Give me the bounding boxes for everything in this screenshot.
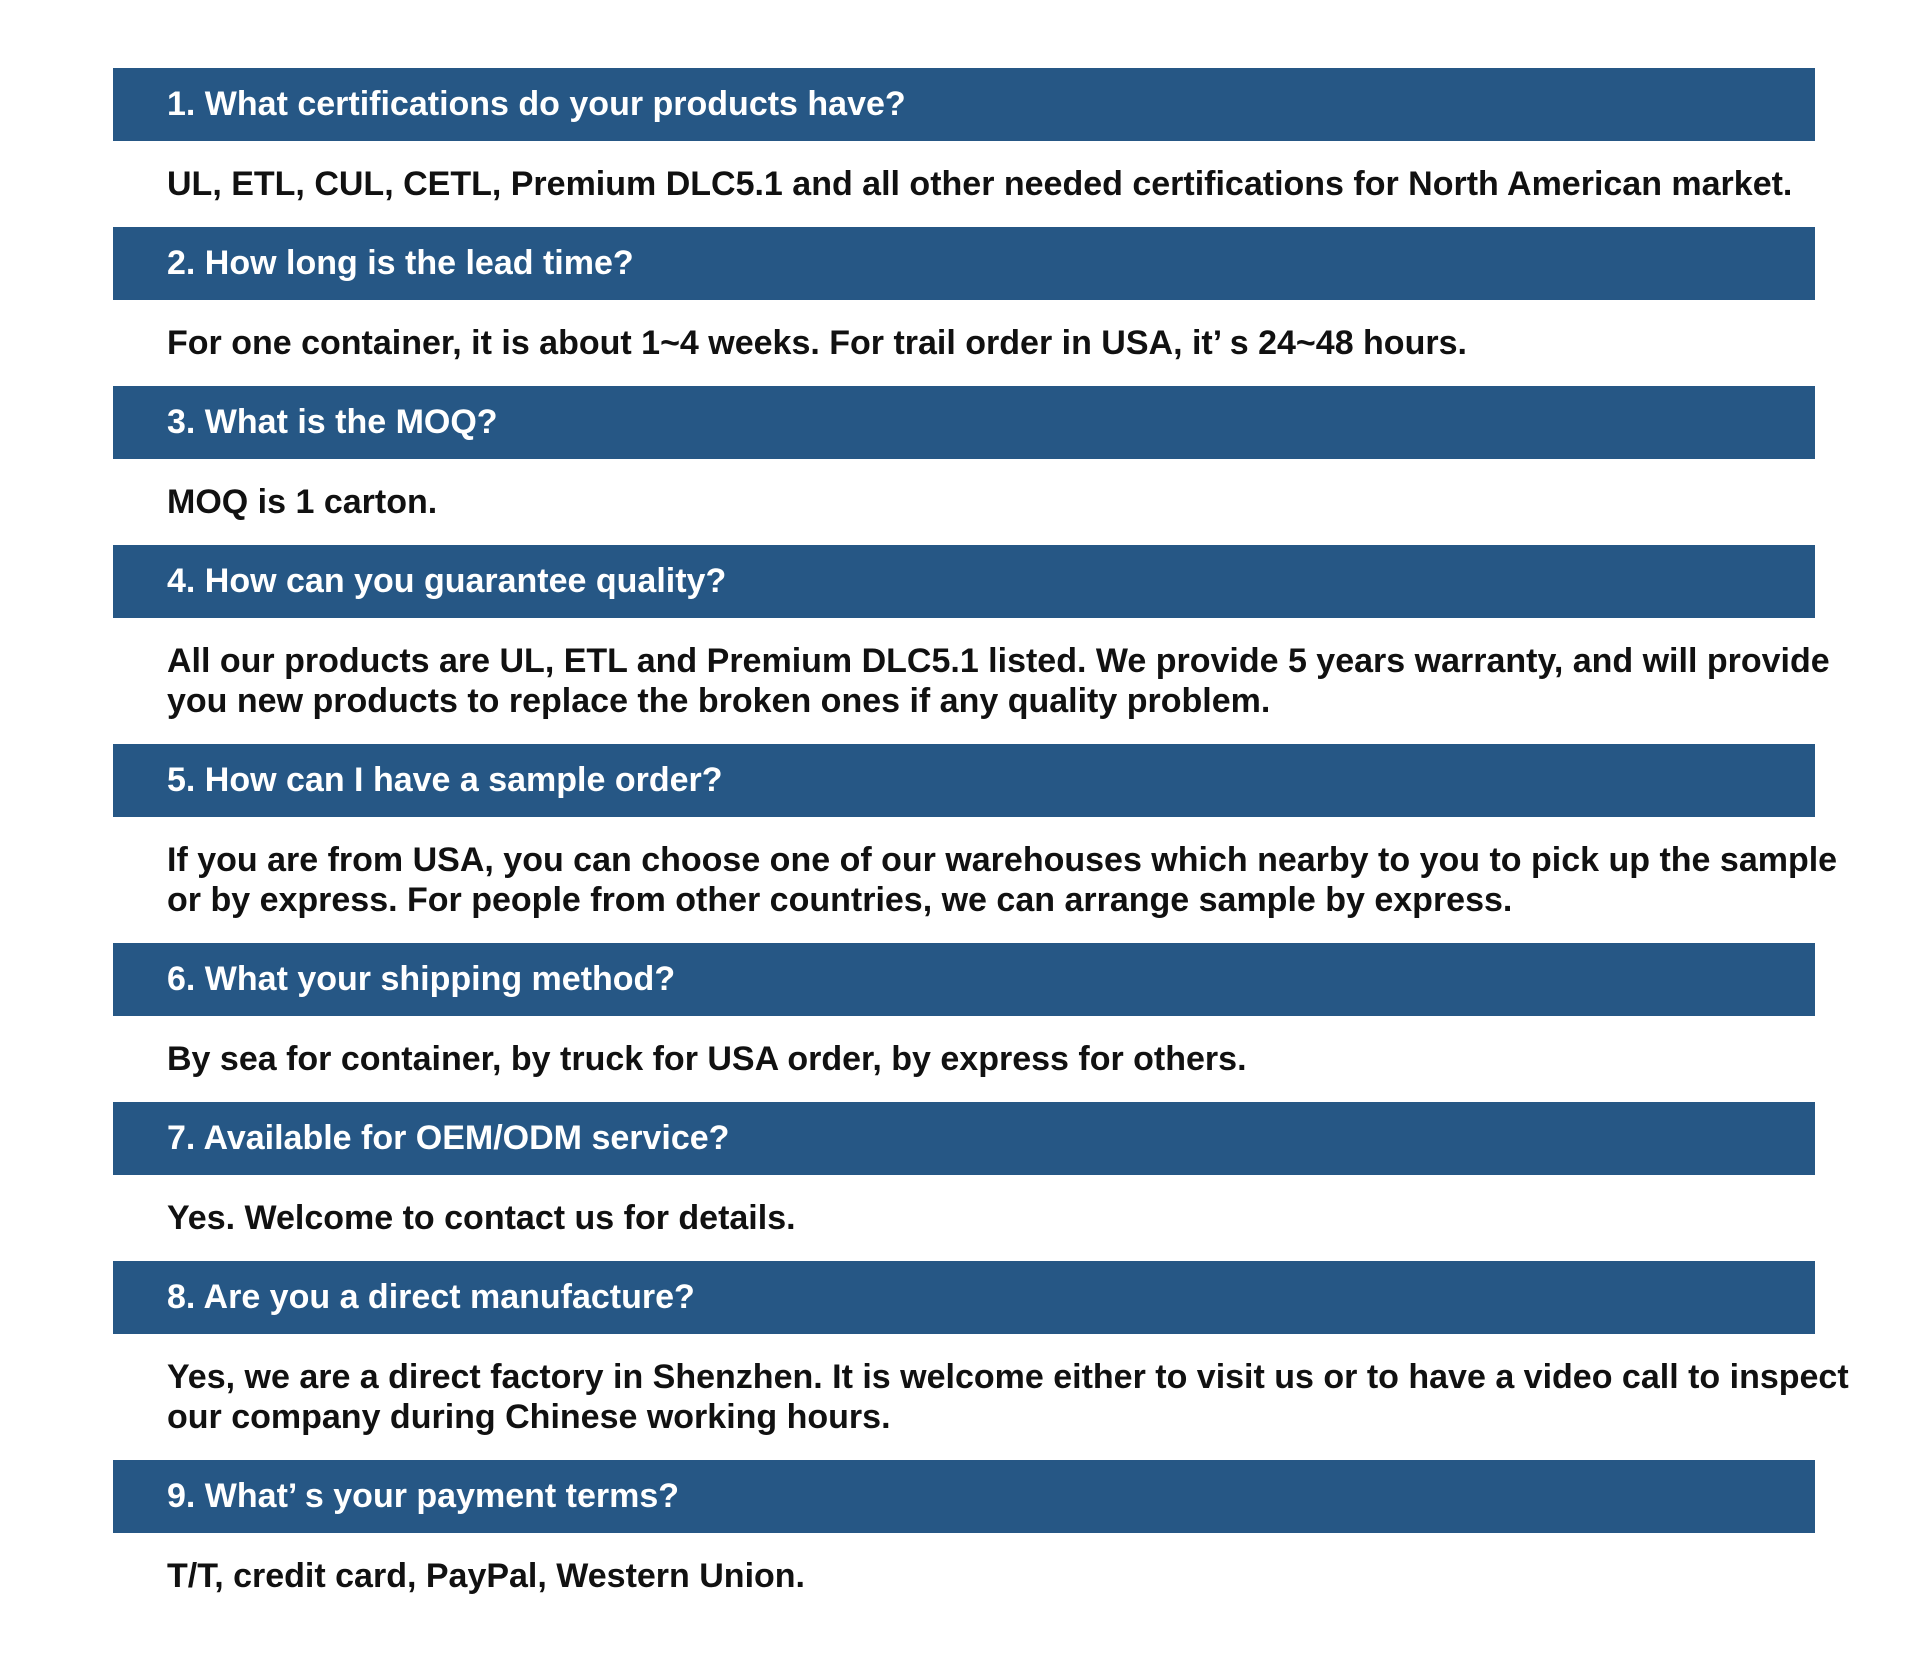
faq-item-7	[113, 1102, 1815, 1261]
faq-answer-line: you new products to replace the broken ones if any quality problem.	[167, 682, 1271, 720]
faq-item-5	[113, 744, 1838, 943]
faq-list	[113, 68, 1849, 1619]
faq-item-3	[113, 386, 1815, 545]
faq-question: 2. How long is the lead time?	[113, 227, 1815, 300]
faq-item-6	[113, 943, 1815, 1102]
faq-answer-line: UL, ETL, CUL, CETL, Premium DLC5.1 and all other needed certifications for North American market.	[167, 165, 1793, 203]
faq-question: 9. What’ s your payment terms?	[113, 1460, 1815, 1533]
faq-answer	[113, 618, 1830, 744]
faq-answer	[113, 1016, 1815, 1102]
faq-answer-line: MOQ is 1 carton.	[167, 483, 438, 521]
faq-answer	[113, 1334, 1849, 1460]
faq-item-2	[113, 227, 1815, 386]
faq-answer-line: or by express. For people from other countries, we can arrange sample by express.	[167, 881, 1513, 919]
faq-answer-line: our company during Chinese working hours.	[167, 1398, 891, 1436]
faq-answer	[113, 817, 1838, 943]
faq-answer-line: T/T, credit card, PayPal, Western Union.	[167, 1557, 805, 1595]
faq-question: 6. What your shipping method?	[113, 943, 1815, 1016]
faq-answer	[113, 300, 1815, 386]
faq-answer-line: All our products are UL, ETL and Premium DLC5.1 listed. We provide 5 years warranty, and will provide	[167, 642, 1830, 680]
faq-question: 4. How can you guarantee quality?	[113, 545, 1815, 618]
faq-item-1	[113, 68, 1815, 227]
faq-question: 5. How can I have a sample order?	[113, 744, 1815, 817]
faq-item-9	[113, 1460, 1815, 1619]
faq-answer	[113, 1533, 1815, 1619]
faq-item-8	[113, 1261, 1849, 1460]
faq-answer	[113, 459, 1815, 545]
faq-answer	[113, 141, 1815, 227]
faq-answer-line: Yes. Welcome to contact us for details.	[167, 1199, 796, 1237]
faq-item-4	[113, 545, 1830, 744]
faq-answer-line: Yes, we are a direct factory in Shenzhen. It is welcome either to visit us or to have a video call to inspect	[167, 1358, 1849, 1396]
faq-question: 8. Are you a direct manufacture?	[113, 1261, 1815, 1334]
faq-question: 7. Available for OEM/ODM service?	[113, 1102, 1815, 1175]
faq-answer-line: By sea for container, by truck for USA order, by express for others.	[167, 1040, 1247, 1078]
faq-answer	[113, 1175, 1815, 1261]
faq-answer-line: For one container, it is about 1~4 weeks. For trail order in USA, it’ s 24~48 hours.	[167, 324, 1467, 362]
faq-question: 3. What is the MOQ?	[113, 386, 1815, 459]
faq-question: 1. What certifications do your products have?	[113, 68, 1815, 141]
faq-answer-line: If you are from USA, you can choose one of our warehouses which nearby to you to pick up the sample	[167, 841, 1838, 879]
